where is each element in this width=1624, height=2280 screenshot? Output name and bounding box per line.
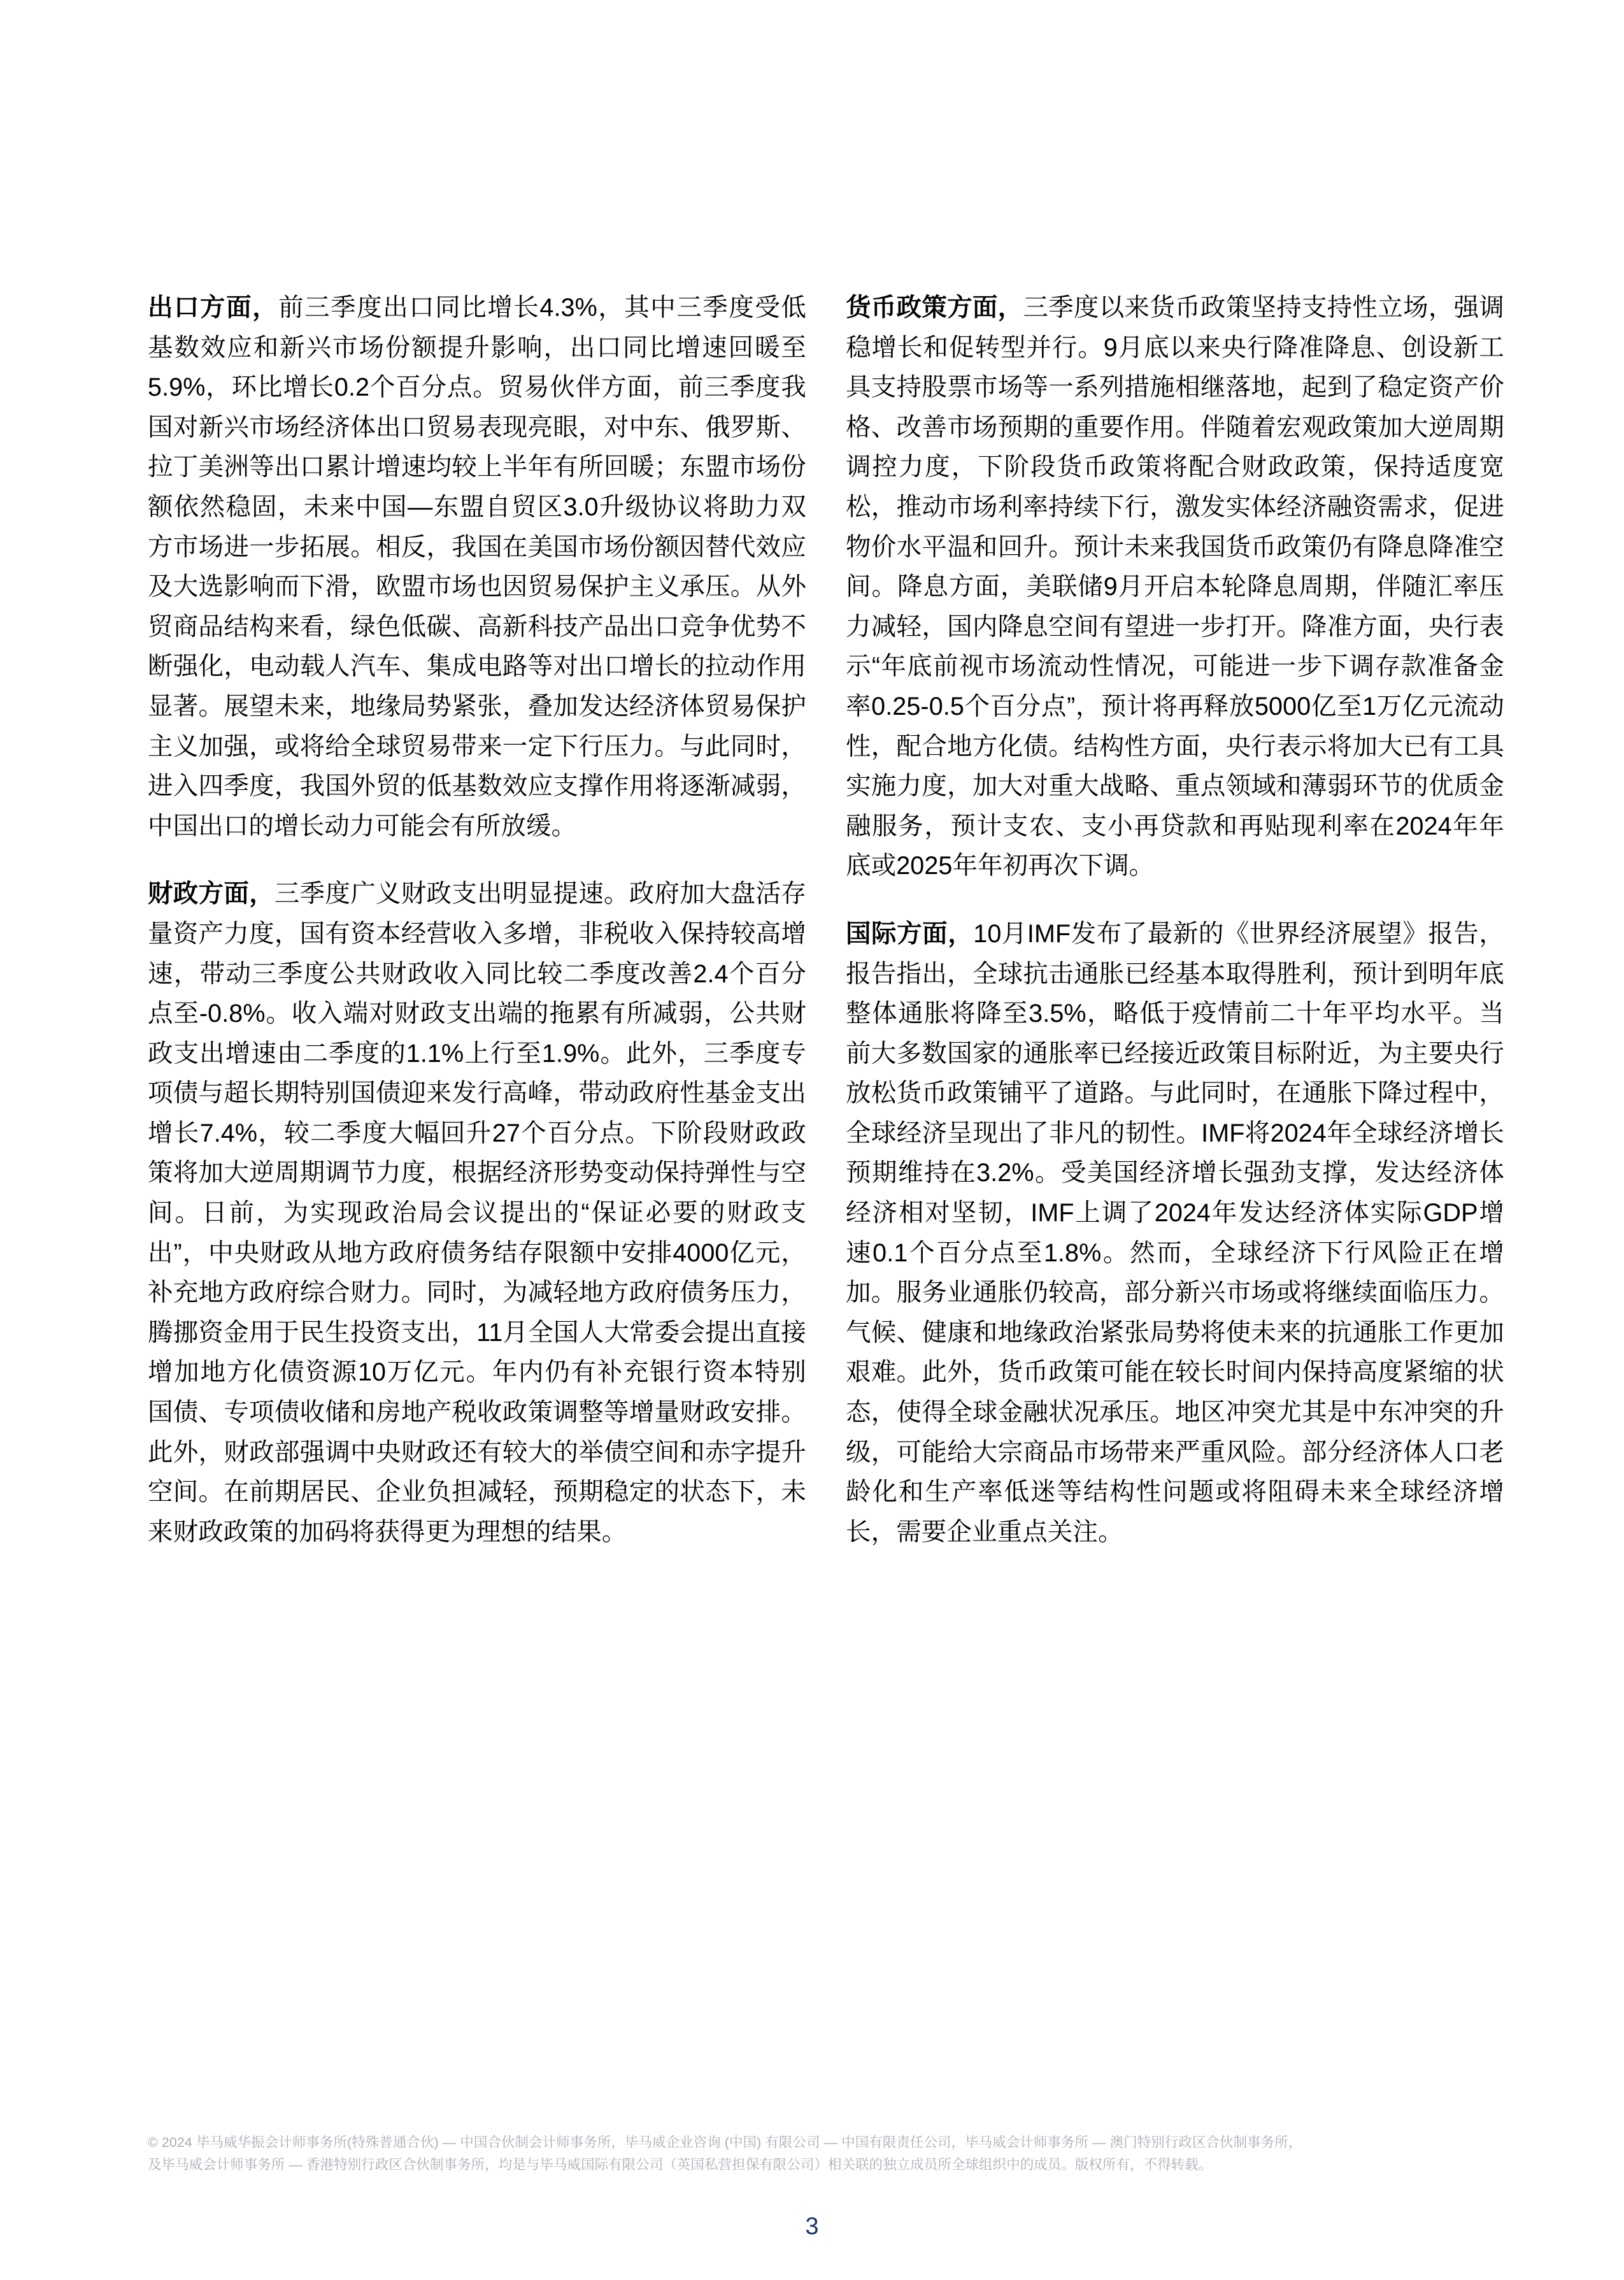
page-number: 3: [805, 2213, 819, 2240]
paragraph-body-exports: 前三季度出口同比增长4.3%，其中三季度受低基数效应和新兴市场份额提升影响，出口同比增速回暖至5.9%，环比增长0.2个百分点。贸易伙伴方面，前三季度我国对新兴市场经济体出口贸易表现亮眼，对中东、俄罗斯、拉丁美洲等出口累计增速均较上半年有所回暖；东盟市场份额依然稳固，未来中国—东盟自贸区3.0升级协议将助力双方市场进一步拓展。相反，我国在美国市场份额因替代效应及大选影响而下滑，欧盟市场也因贸易保护主义承压。从外贸商品结构来看，绿色低碳、高新科技产品出口竞争优势不断强化，电动载人汽车、集成电路等对出口增长的拉动作用显著。展望未来，地缘局势紧张，叠加发达经济体贸易保护主义加强，或将给全球贸易带来一定下行压力。与此同时，进入四季度，我国外贸的低基数效应支撑作用将逐渐减弱，中国出口的增长动力可能会有所放缓。: [148, 294, 806, 840]
footer-copyright-line-2: 及毕马威会计师事务所 — 香港特别行政区合伙制事务所，均是与毕马威国际有限公司（英国私营担保有限公司）相关联的独立成员所全球组织中的成员。版权所有，不得转载。: [148, 2157, 1213, 2172]
right-column: [846, 288, 1504, 1552]
paragraph-exports: [148, 288, 806, 846]
paragraph-fiscal: [148, 874, 806, 1552]
paragraph-body-monetary-policy: 三季度以来货币政策坚持支持性立场，强调稳增长和促转型并行。9月底以来央行降准降息、创设新工具支持股票市场等一系列措施相继落地，起到了稳定资产价格、改善市场预期的重要作用。伴随着宏观政策加大逆周期调控力度，下阶段货币政策将配合财政政策，保持适度宽松，推动市场利率持续下行，激发实体经济融资需求，促进物价水平温和回升。预计未来我国货币政策仍有降息降准空间。降息方面，美联储9月开启本轮降息周期，伴随汇率压力减轻，国内降息空间有望进一步打开。降准方面，央行表示“年底前视市场流动性情况，可能进一步下调存款准备金率0.25-0.5个百分点”，预计将再释放5000亿至1万亿元流动性，配合地方化债。结构性方面，央行表示将加大已有工具实施力度，加大对重大战略、重点领域和薄弱环节的优质金融服务，预计支农、支小再贷款和再贴现利率在2024年年底或2025年年初再次下调。: [846, 294, 1504, 880]
paragraph-lead-monetary-policy: 货币政策方面，: [846, 294, 1023, 322]
two-column-body: [148, 288, 1504, 1552]
paragraph-monetary-policy: [846, 288, 1504, 886]
paragraph-lead-international: 国际方面，: [846, 919, 974, 948]
page-footer: [148, 2132, 1503, 2176]
paragraph-international: [846, 914, 1504, 1552]
paragraph-lead-exports: 出口方面，: [148, 294, 279, 322]
paragraph-lead-fiscal: 财政方面，: [148, 880, 274, 908]
paragraph-body-fiscal: 三季度广义财政支出明显提速。政府加大盘活存量资产力度，国有资本经营收入多增，非税收入保持较高增速，带动三季度公共财政收入同比较二季度改善2.4个百分点至-0.8%。收入端对财政支出端的拖累有所减弱，公共财政支出增速由二季度的1.1%上行至1.9%。此外，三季度专项债与超长期特别国债迎来发行高峰，带动政府性基金支出增长7.4%，较二季度大幅回升27个百分点。下阶段财政政策将加大逆周期调节力度，根据经济形势变动保持弹性与空间。日前，为实现政治局会议提出的“保证必要的财政支出”，中央财政从地方政府债务结存限额中安排4000亿元，补充地方政府综合财力。同时，为减轻地方政府债务压力，腾挪资金用于民生投资支出，11月全国人大常委会提出直接增加地方化债资源10万亿元。年内仍有补充银行资本特别国债、专项债收储和房地产税收政策调整等增量财政安排。此外，财政部强调中央财政还有较大的举债空间和赤字提升空间。在前期居民、企业负担减轻，预期稳定的状态下，未来财政政策的加码将获得更为理想的结果。: [148, 880, 807, 1546]
footer-copyright-line-1: © 2024 毕马威华振会计师事务所(特殊普通合伙) — 中国合伙制会计师事务所，毕马威企业咨询 (中国) 有限公司 — 中国有限责任公司，毕马威会计师事务所 — 澳门特别行政区合伙制事务所，: [148, 2135, 1302, 2150]
left-column: [148, 288, 806, 1552]
paragraph-body-international: 10月IMF发布了最新的《世界经济展望》报告，报告指出，全球抗击通胀已经基本取得胜利，预计到明年底整体通胀将降至3.5%，略低于疫情前二十年平均水平。当前大多数国家的通胀率已经接近政策目标附近，为主要央行放松货币政策铺平了道路。与此同时，在通胀下降过程中，全球经济呈现出了非凡的韧性。IMF将2024年全球经济增长预期维持在3.2%。受美国经济增长强劲支撑，发达经济体经济相对坚韧，IMF上调了2024年发达经济体实际GDP增速0.1个百分点至1.8%。然而，全球经济下行风险正在增加。服务业通胀仍较高，部分新兴市场或将继续面临压力。气候、健康和地缘政治紧张局势将使未来的抗通胀工作更加艰难。此外，货币政策可能在较长时间内保持高度紧缩的状态，使得全球金融状况承压。地区冲突尤其是中东冲突的升级，可能给大宗商品市场带来严重风险。部分经济体人口老龄化和生产率低迷等结构性问题或将阻碍未来全球经济增长，需要企业重点关注。: [846, 919, 1505, 1546]
